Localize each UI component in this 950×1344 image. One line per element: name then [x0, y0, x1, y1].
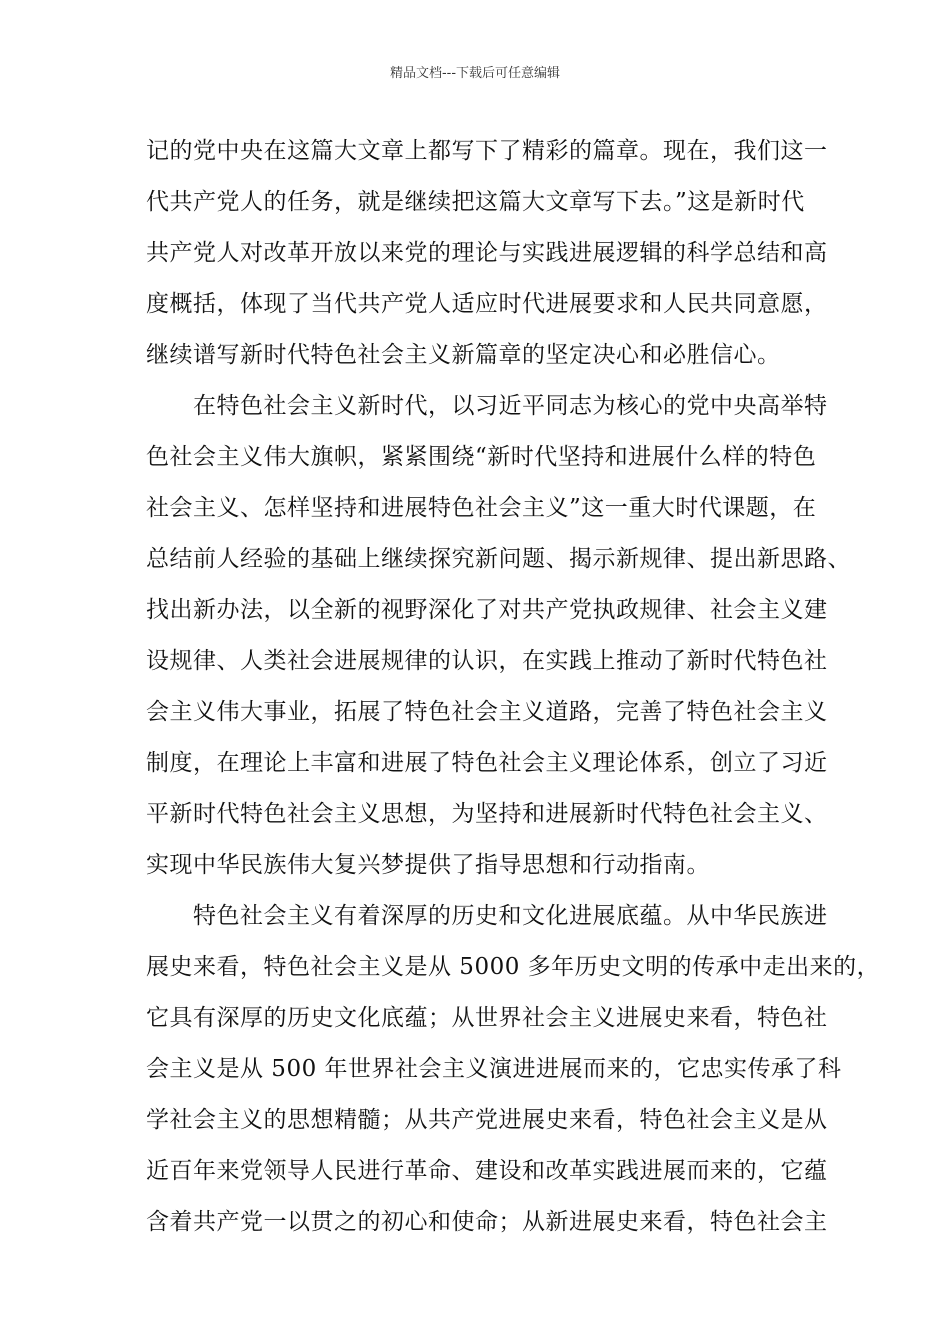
text-line: 近百年来党领导人民进行革命、建设和改革实践进展而来的，它蕴: [146, 1158, 828, 1184]
text-line: 会主义伟大事业，拓展了特色社会主义道路，完善了特色社会主义: [146, 699, 828, 725]
text-line: 设规律、人类社会进展规律的认识，在实践上推动了新时代特色社: [146, 648, 828, 674]
text-line: 特色社会主义有着深厚的历史和文化进展底蕴。从中华民族进: [146, 903, 828, 929]
text-line: 社会主义、怎样坚持和进展特色社会主义”这一重大时代课题，在: [146, 495, 817, 521]
text-line: 实现中华民族伟大复兴梦提供了指导思想和行动指南。: [146, 852, 710, 878]
text-line: 记的党中央在这篇大文章上都写下了精彩的篇章。现在，我们这一: [146, 138, 828, 164]
text-line: 会主义是从 500 年世界社会主义演进进展而来的，它忠实传承了科: [146, 1056, 842, 1082]
text-line: 它具有深厚的历史文化底蕴；从世界社会主义进展史来看，特色社: [146, 1005, 828, 1031]
page-header: 精品文档---下载后可任意编辑: [389, 66, 561, 81]
text-line: 找出新办法，以全新的视野深化了对共产党执政规律、社会主义建: [146, 597, 828, 623]
body-text: [146, 126, 881, 1248]
text-line: 含着共产党一以贯之的初心和使命；从新进展史来看，特色社会主: [146, 1209, 828, 1235]
text-line: 平新时代特色社会主义思想，为坚持和进展新时代特色社会主义、: [146, 801, 828, 827]
text-line: 共产党人对改革开放以来党的理论与实践进展逻辑的科学总结和高: [146, 240, 828, 266]
text-line: 学社会主义的思想精髓；从共产党进展史来看，特色社会主义是从: [146, 1107, 828, 1133]
text-line: 度概括，体现了当代共产党人适应时代进展要求和人民共同意愿，: [146, 291, 828, 317]
text-line: 总结前人经验的基础上继续探究新问题、揭示新规律、提出新思路、: [146, 546, 851, 572]
text-line: 继续谱写新时代特色社会主义新篇章的坚定决心和必胜信心。: [146, 342, 781, 368]
text-line: 在特色社会主义新时代，以习近平同志为核心的党中央高举特: [146, 393, 828, 419]
text-line: 制度，在理论上丰富和进展了特色社会主义理论体系，创立了习近: [146, 750, 828, 776]
text-line: 代共产党人的任务，就是继续把这篇大文章写下去。”这是新时代: [146, 189, 805, 215]
text-line: 色社会主义伟大旗帜，紧紧围绕“新时代坚持和进展什么样的特色: [146, 444, 817, 470]
text-line: 展史来看，特色社会主义是从 5000 多年历史文明的传承中走出来的，: [146, 954, 881, 980]
